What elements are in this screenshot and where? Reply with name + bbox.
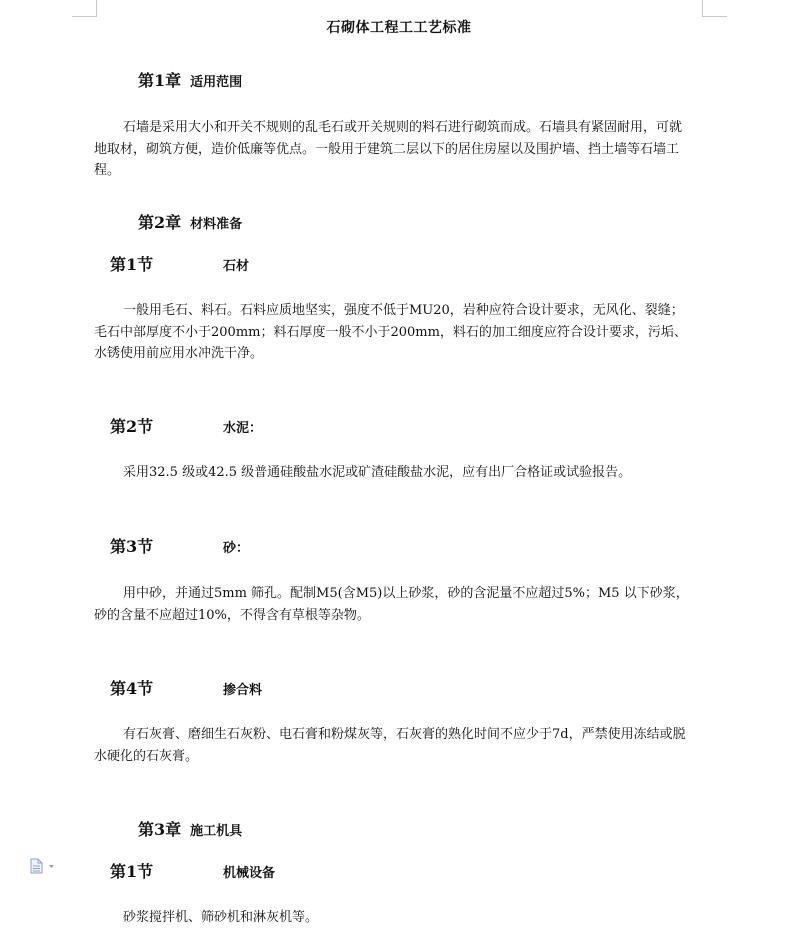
chapter-3-heading <box>138 817 242 840</box>
chapter-title: 适用范围 <box>190 75 243 90</box>
section-number: 第3节 <box>110 537 154 556</box>
document-icon[interactable] <box>30 858 60 874</box>
section-3-1-heading <box>110 859 275 882</box>
document-title: 石砌体工程工工艺标准 <box>326 20 472 36</box>
chapter-number: 第1章 <box>138 71 182 90</box>
section-title: 机械设备 <box>223 866 276 881</box>
section-number: 第4节 <box>110 679 154 698</box>
section-2-1-paragraph: 一般用毛石、料石。石料应质地坚实，强度不低于MU20，岩种应符合设计要求，无风化、裂缝；毛石中部厚度不小于200mm；料石厚度一般不小于200mm，料石的加工细度应符合设计要求，污垢、水锈使用前应用水冲洗干净。 <box>94 303 687 361</box>
section-2-2-heading <box>110 414 262 437</box>
crop-mark-top-right <box>702 0 727 17</box>
section-number: 第1节 <box>110 862 154 881</box>
section-number: 第1节 <box>110 255 154 274</box>
section-number: 第2节 <box>110 417 154 436</box>
section-title: 石材 <box>223 259 250 274</box>
chapter-1-heading <box>138 68 242 91</box>
section-2-3-paragraph: 用中砂，并通过5mm 筛孔。配制M5(含M5)以上砂浆，砂的含泥量不应超过5%；M5 以下砂浆，砂的含量不应超过10%，不得含有草根等杂物。 <box>94 586 689 623</box>
section-2-4-paragraph: 有石灰膏、磨细生石灰粉、电石膏和粉煤灰等，石灰膏的熟化时间不应少于7d，严禁使用冻结或脱水硬化的石灰膏。 <box>94 727 686 764</box>
section-title: 砂： <box>223 541 250 556</box>
section-2-2-paragraph: 采用32.5 级或42.5 级普通硅酸盐水泥或矿渣硅酸盐水泥，应有出厂合格证或试验报告。 <box>123 465 632 480</box>
section-2-4-heading <box>110 676 262 699</box>
section-2-3-heading <box>110 534 249 557</box>
document-dropdown-icon <box>30 858 60 874</box>
chapter-2-heading <box>138 210 242 233</box>
section-title: 掺合料 <box>223 683 263 698</box>
chapter-number: 第2章 <box>138 213 182 232</box>
section-3-1-paragraph: 砂浆搅拌机、筛砂机和淋灰机等。 <box>123 910 319 925</box>
chapter-title: 材料准备 <box>190 217 243 232</box>
chapter-1-paragraph: 石墙是采用大小和开关不规则的乱毛石或开关规则的料石进行砌筑而成。石墙具有紧固耐用，可就地取材，砌筑方便，造价低廉等优点。一般用于建筑二层以下的居住房屋以及围护墙、挡土墙等石墙工程。 <box>94 120 683 178</box>
chapter-title: 施工机具 <box>190 824 243 839</box>
section-2-1-heading <box>110 252 249 275</box>
chapter-number: 第3章 <box>138 820 182 839</box>
crop-mark-top-left <box>72 0 97 17</box>
section-title: 水泥： <box>223 421 263 436</box>
